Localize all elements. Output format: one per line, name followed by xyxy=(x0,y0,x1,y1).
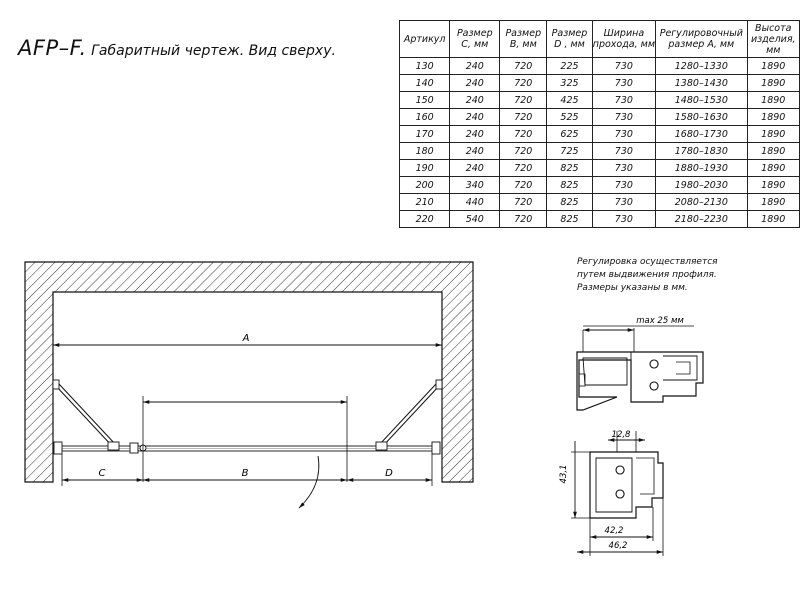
spec-cell: 1890 xyxy=(747,211,799,228)
spec-cell: 2180–2230 xyxy=(656,211,747,228)
label-a: A xyxy=(242,333,250,344)
profile-dim-outer: 46,2 xyxy=(608,541,628,551)
spec-cell: 1780–1830 xyxy=(656,143,747,160)
spec-cell: 1890 xyxy=(747,75,799,92)
spec-cell: 725 xyxy=(547,143,592,160)
spec-cell: 325 xyxy=(547,75,592,92)
spec-cell: 730 xyxy=(592,109,656,126)
profile-section-adjustable xyxy=(577,316,703,410)
spec-cell: 1890 xyxy=(747,160,799,177)
dimension-a xyxy=(53,292,442,350)
spec-cell: 160 xyxy=(400,109,450,126)
spec-cell: 1890 xyxy=(747,58,799,75)
spec-cell: 1480–1530 xyxy=(656,92,747,109)
door-swing-arrow xyxy=(299,456,319,508)
spec-cell: 720 xyxy=(500,75,547,92)
spec-cell: 1880–1930 xyxy=(656,160,747,177)
spec-cell: 825 xyxy=(547,160,592,177)
note-line: Регулировка осуществляется xyxy=(577,257,718,267)
spec-cell: 240 xyxy=(450,109,500,126)
spec-cell: 180 xyxy=(400,143,450,160)
title-subtitle: Габаритный чертеж. Вид сверху. xyxy=(91,43,336,59)
spec-cell: 540 xyxy=(450,211,500,228)
spec-cell: 140 xyxy=(400,75,450,92)
spec-cell: 1890 xyxy=(747,92,799,109)
profile-max-label: max 25 мм xyxy=(636,316,684,326)
spec-cell: 720 xyxy=(500,92,547,109)
profile-section-dimensioned xyxy=(559,430,663,556)
spec-cell: 730 xyxy=(592,211,656,228)
dimension-c xyxy=(62,454,143,486)
door-hinge xyxy=(130,443,146,453)
spec-cell: 1890 xyxy=(747,143,799,160)
spec-cell: 1680–1730 xyxy=(656,126,747,143)
spec-cell: 150 xyxy=(400,92,450,109)
spec-cell: 1890 xyxy=(747,109,799,126)
dimension-d xyxy=(347,454,432,486)
label-d: D xyxy=(385,468,393,479)
spec-cell: 190 xyxy=(400,160,450,177)
spec-cell: 730 xyxy=(592,194,656,211)
spec-cell: 200 xyxy=(400,177,450,194)
spec-header-cell: Размер B, мм xyxy=(500,21,547,58)
label-c: C xyxy=(98,468,106,479)
spec-cell: 340 xyxy=(450,177,500,194)
spec-cell: 730 xyxy=(592,177,656,194)
spec-cell: 525 xyxy=(547,109,592,126)
spec-cell: 220 xyxy=(400,211,450,228)
spec-cell: 1890 xyxy=(747,177,799,194)
spec-cell: 240 xyxy=(450,160,500,177)
spec-cell: 1980–2030 xyxy=(656,177,747,194)
spec-cell: 210 xyxy=(400,194,450,211)
spec-header-cell: Артикул xyxy=(400,21,450,58)
spec-header-cell: Ширина прохода, мм xyxy=(592,21,656,58)
spec-cell: 720 xyxy=(500,160,547,177)
spec-cell: 1280–1330 xyxy=(656,58,747,75)
spec-cell: 1890 xyxy=(747,194,799,211)
spec-cell: 720 xyxy=(500,194,547,211)
spec-cell: 225 xyxy=(547,58,592,75)
spec-cell: 730 xyxy=(592,126,656,143)
spec-cell: 1380–1430 xyxy=(656,75,747,92)
spec-cell: 720 xyxy=(500,58,547,75)
spec-header-cell: Регулировочный размер А, мм xyxy=(656,21,747,58)
spec-cell: 720 xyxy=(500,177,547,194)
dimension-b xyxy=(143,396,347,482)
spec-cell: 130 xyxy=(400,58,450,75)
right-support-arm xyxy=(376,380,442,450)
spec-header-cell: Размер D , мм xyxy=(547,21,592,58)
spec-cell: 825 xyxy=(547,177,592,194)
spec-cell: 240 xyxy=(450,58,500,75)
spec-cell: 170 xyxy=(400,126,450,143)
spec-cell: 240 xyxy=(450,92,500,109)
spec-cell: 720 xyxy=(500,143,547,160)
spec-cell: 730 xyxy=(592,75,656,92)
spec-cell: 1580–1630 xyxy=(656,109,747,126)
model-name: AFP–F. xyxy=(18,36,87,60)
spec-cell: 730 xyxy=(592,143,656,160)
spec-cell: 2080–2130 xyxy=(656,194,747,211)
left-support-arm xyxy=(53,380,119,450)
spec-cell: 720 xyxy=(500,126,547,143)
note-line: Размеры указаны в мм. xyxy=(577,283,688,293)
spec-cell: 730 xyxy=(592,58,656,75)
spec-cell: 730 xyxy=(592,160,656,177)
label-b: B xyxy=(241,468,249,479)
profile-dim-height: 43,1 xyxy=(559,464,569,484)
wall-niche xyxy=(25,262,473,482)
spec-header-cell: Размер C, мм xyxy=(450,21,500,58)
spec-cell: 240 xyxy=(450,143,500,160)
spec-cell: 425 xyxy=(547,92,592,109)
spec-header-cell: Высота изделия, мм xyxy=(747,21,799,58)
spec-cell: 240 xyxy=(450,126,500,143)
spec-cell: 240 xyxy=(450,75,500,92)
spec-cell: 720 xyxy=(500,211,547,228)
profile-dim-top: 12,8 xyxy=(611,430,631,440)
spec-cell: 825 xyxy=(547,194,592,211)
spec-cell: 825 xyxy=(547,211,592,228)
note-line: путем выдвижения профиля. xyxy=(577,270,717,280)
spec-cell: 730 xyxy=(592,92,656,109)
spec-cell: 440 xyxy=(450,194,500,211)
spec-cell: 625 xyxy=(547,126,592,143)
profile-dim-inner: 42,2 xyxy=(604,526,624,536)
spec-cell: 720 xyxy=(500,109,547,126)
spec-cell: 1890 xyxy=(747,126,799,143)
